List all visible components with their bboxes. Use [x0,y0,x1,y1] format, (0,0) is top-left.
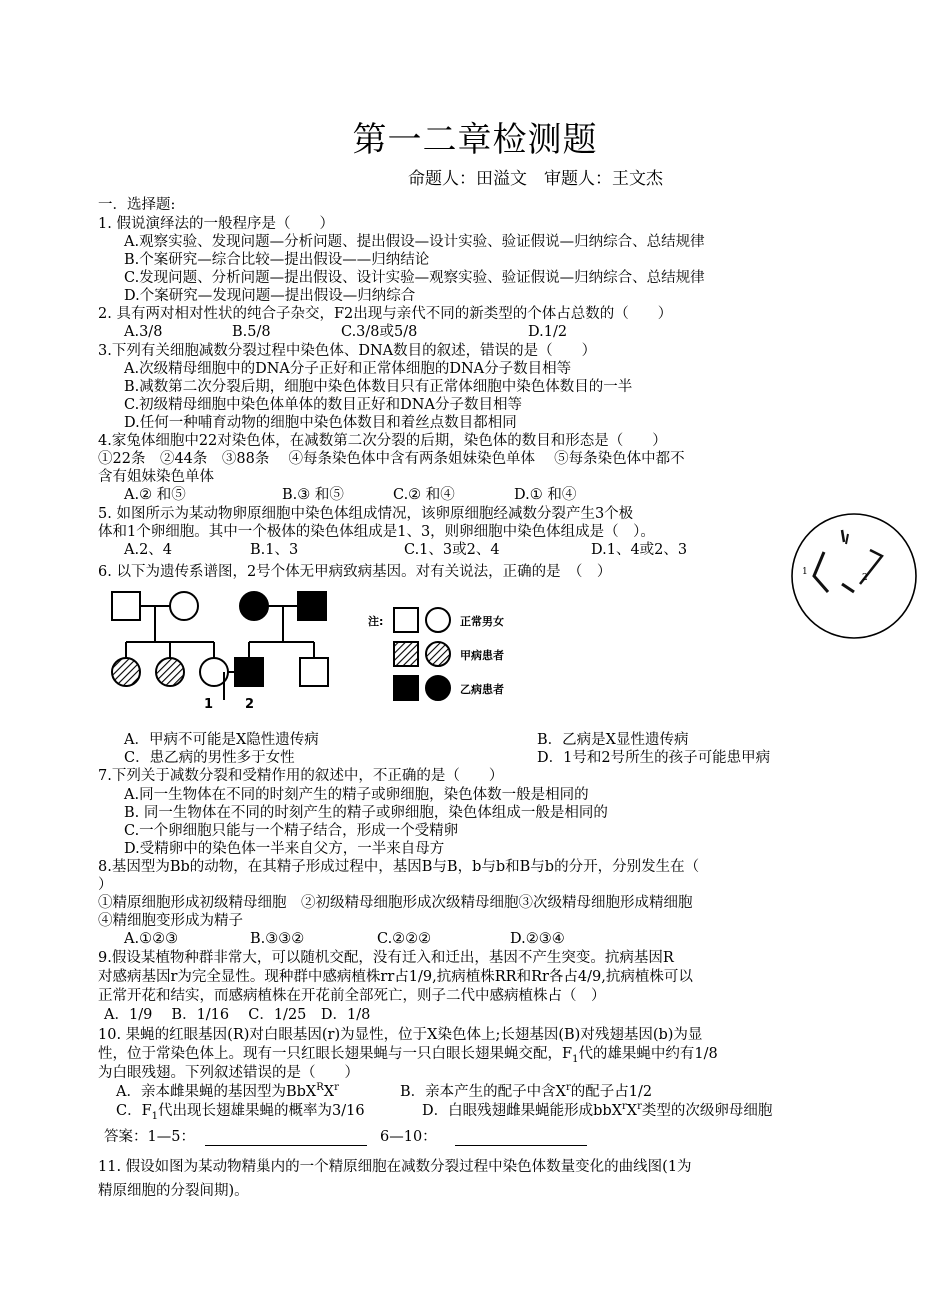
pedigree-ii5-male [300,658,328,686]
q6-stem: 6. 以下为遗传系谱图，2号个体无甲病致病基因。对有关说法，正确的是 （ ） [98,564,612,580]
q10-option-c-text: C．F [116,1103,152,1119]
answer-label-6-10: 6—10： [380,1129,437,1145]
pedigree-label-2: 2 [245,697,255,712]
q9-line1: 9.假设某植物种群非常大，可以随机交配，没有迁入和迁出，基因不产生突变。抗病基因R [98,950,674,966]
q6-option-c: C．患乙病的男性多于女性 [124,750,295,766]
q7-option-c: C.一个卵细胞只能与一个精子结合，形成一个受精卵 [124,823,459,839]
chromosome-3 [842,584,854,592]
pedigree-ii4-male-2 [235,658,263,686]
q6-option-b: B．乙病是X显性遗传病 [537,732,689,748]
q5-option-d: D.1、4或2、3 [591,542,688,558]
pedigree-i4-male-b [298,592,326,620]
q11-line1: 11. 假设如图为某动物精巢内的一个精原细胞在减数分裂过程中染色体数量变化的曲线图(1为 [98,1159,692,1175]
pedigree-i2-female [170,592,198,620]
q7-option-a: A.同一生物体在不同的时刻产生的精子或卵细胞，染色体数一般是相同的 [124,787,589,803]
q10-option-c-end: 代出现长翅雄果蝇的概率为3/16 [158,1103,365,1119]
q10-option-b [400,1083,652,1101]
oocyte-cell-figure [788,510,920,642]
section-heading: 一．选择题: [98,197,176,213]
q8-option-d: D.②③④ [510,931,565,947]
chromosome-label-2: 2 [862,573,868,583]
q10-option-a-text: A．亲本雌果蝇的基因型为BbX [116,1084,317,1100]
q10-line2-end: 代的雄果蝇中约有1/8 [578,1046,718,1062]
q4-items-line1: ①22条 ②44条 ③88条 ④每条染色体中含有两条姐妹染色单体 ⑤每条染色体中都不 [98,451,685,467]
q1-option-b: B.个案研究—综合比较—提出假设——归纳结论 [124,252,430,268]
q10-line2 [98,1045,718,1063]
q2-option-c: C.3/8或5/8 [341,324,418,340]
q5-stem-line2: 体和1个卵细胞。其中一个极体的染色体组成是1、3，则卵细胞中染色体组成是（ ）。 [98,524,655,540]
q8-stem-line2: ） [98,877,113,893]
chromosome-label-1: 1 [802,567,808,577]
q1-stem: 1. 假说演绎法的一般程序是（ ） [98,216,334,232]
q10-option-d-sup2: r [637,1101,642,1113]
answer-label-1-5: 答案：1—5： [104,1129,195,1145]
q10-option-d-text: D．白眼残翅雌果蝇能形成bbX [422,1103,623,1119]
q5-option-b: B.1、3 [250,542,299,558]
q10-option-a [116,1083,339,1101]
legend-a-male [394,642,418,666]
q6-option-a: A．甲病不可能是X隐性遗传病 [124,732,319,748]
q10-option-d-sup1: r [622,1101,627,1113]
q6-option-d: D．1号和2号所生的孩子可能患甲病 [537,750,771,766]
cell-diagram [788,510,920,642]
q9-options: A．1/9 B．1/16 C．1/25 D．1/8 [104,1007,371,1023]
q3-option-a: A.次级精母细胞中的DNA分子正好和正常体细胞的DNA分子数目相等 [124,361,572,377]
pedigree-i3-female-b [240,592,268,620]
q10-option-c [116,1102,365,1120]
q1-option-a: A.观察实验、发现问题—分析问题、提出假设—设计实验、验证假说—归纳综合、总结规律 [124,234,705,250]
q7-option-d: D.受精卵中的染色体一半来自父方，一半来自母方 [124,841,445,857]
page-title: 第一二章检测题 [352,120,598,160]
chromosome-4b [846,534,848,544]
q2-option-a: A.3/8 [124,324,163,340]
q4-option-c: C.② 和④ [393,487,455,503]
q10-option-a-sup2: r [334,1082,339,1094]
q10-option-a-mid: X [323,1084,335,1100]
pedigree-ii1-female-a [112,658,140,686]
q3-option-c: C.初级精母细胞中染色体单体的数目正好和DNA分子数目相等 [124,397,522,413]
chromosome-4a [842,530,844,542]
q8-option-b: B.③③② [250,931,305,947]
chromosome-1 [814,552,828,592]
q4-option-a: A.② 和⑤ [124,487,186,503]
q5-stem-line1: 5. 如图所示为某动物卵原细胞中染色体组成情况，该卵原细胞经减数分裂产生3个极 [98,506,634,522]
q4-items-line2: 含有姐妹染色单体 [98,469,214,485]
q10-option-b-end: 的配子占1/2 [570,1084,653,1100]
legend-a-label: 甲病患者 [460,649,504,662]
answer-blank-1-5[interactable] [205,1145,367,1146]
q2-stem: 2. 具有两对相对性状的纯合子杂交，F2出现与亲代不同的新类型的个体占总数的（ ） [98,306,673,322]
q4-stem: 4.家兔体细胞中22对染色体，在减数第二次分裂的后期，染色体的数目和形态是（ ） [98,433,667,449]
q8-stem-line1: 8.基因型为Bb的动物，在其精子形成过程中，基因B与B，b与b和B与b的分开，分别发生在（ [98,859,700,875]
q5-option-a: A.2、4 [124,542,173,558]
q10-line2-sub: 1 [572,1053,579,1065]
q2-option-b: B.5/8 [232,324,271,340]
pedigree-legend [364,598,534,710]
legend-b-male [394,676,418,700]
pedigree-ii2-female-a [156,658,184,686]
pedigree-i1-male [112,592,140,620]
q9-line2: 对感病基因r为完全显性。现种群中感病植株rr占1/9,抗病植株RR和Rr各占4/9,抗病植株可以 [98,969,693,985]
legend-normal-female [426,608,450,632]
q5-option-c: C.1、3或2、4 [404,542,500,558]
legend-normal-male [394,608,418,632]
q10-option-a-sup1: R [316,1082,324,1094]
legend-b-label: 乙病患者 [460,683,504,696]
q4-option-d: D.① 和④ [514,487,577,503]
q3-option-d: D.任何一种哺育动物的细胞中染色体数目和着丝点数目都相同 [124,415,517,431]
q10-line3: 为白眼残翅。下列叙述错误的是（ ） [98,1065,359,1081]
q11-line2: 精原细胞的分裂间期)。 [98,1183,249,1199]
q2-option-d: D.1/2 [528,324,568,340]
legend-normal-label: 正常男女 [460,615,504,628]
pedigree-label-1: 1 [204,697,214,712]
q1-option-c: C.发现问题、分析问题—提出假设、设计实验—观察实验、验证假说—归纳综合、总结规律 [124,270,705,286]
q8-option-a: A.①②③ [124,931,179,947]
q7-option-b: B. 同一生物体在不同的时刻产生的精子或卵细胞，染色体组成一般是相同的 [124,805,608,821]
q4-option-b: B.③ 和⑤ [282,487,344,503]
authors-line: 命题人：田溢文 审题人：王文杰 [408,169,663,189]
legend-title: 注: [368,615,384,628]
q8-items-line2: ④精细胞变形成为精子 [98,913,243,929]
q8-option-c: C.②②② [377,931,432,947]
legend-b-female [426,676,450,700]
q10-option-d [422,1102,772,1120]
q3-option-b: B.减数第二次分裂后期，细胞中染色体数目只有正常体细胞中染色体数目的一半 [124,379,633,395]
q10-line2-text: 性，位于常染色体上。现有一只红眼长翅果蝇与一只白眼长翅果蝇交配，F [98,1046,573,1062]
legend-a-female [426,642,450,666]
answer-blank-6-10[interactable] [455,1145,587,1146]
q7-stem: 7.下列关于减数分裂和受精作用的叙述中，不正确的是（ ） [98,768,504,784]
q8-items-line1: ①精原细胞形成初级精母细胞 ②初级精母细胞形成次级精母细胞③次级精母细胞形成精细胞 [98,895,693,911]
q1-option-d: D.个案研究—发现问题—提出假设—归纳综合 [124,288,416,304]
q10-option-c-sub: 1 [151,1110,159,1122]
q10-option-b-text: B．亲本产生的配子中含X [400,1084,566,1100]
q10-option-b-sup: r [565,1082,571,1094]
pedigree-chart [104,584,344,714]
cell-membrane [792,514,916,638]
q3-stem: 3.下列有关细胞减数分裂过程中染色体、DNA数目的叙述，错误的是（ ） [98,343,597,359]
q10-option-d-mid: X [626,1103,638,1119]
q10-line1: 10. 果蝇的红眼基因(R)对白眼基因(r)为显性，位于X染色体上;长翅基因(B)对残翅基因(b)为显 [98,1027,703,1043]
q9-line3: 正常开花和结实，而感病植株在开花前全部死亡，则子二代中感病植株占（ ） [98,988,606,1004]
q10-option-d-end: 类型的次级卵母细胞 [641,1103,773,1119]
